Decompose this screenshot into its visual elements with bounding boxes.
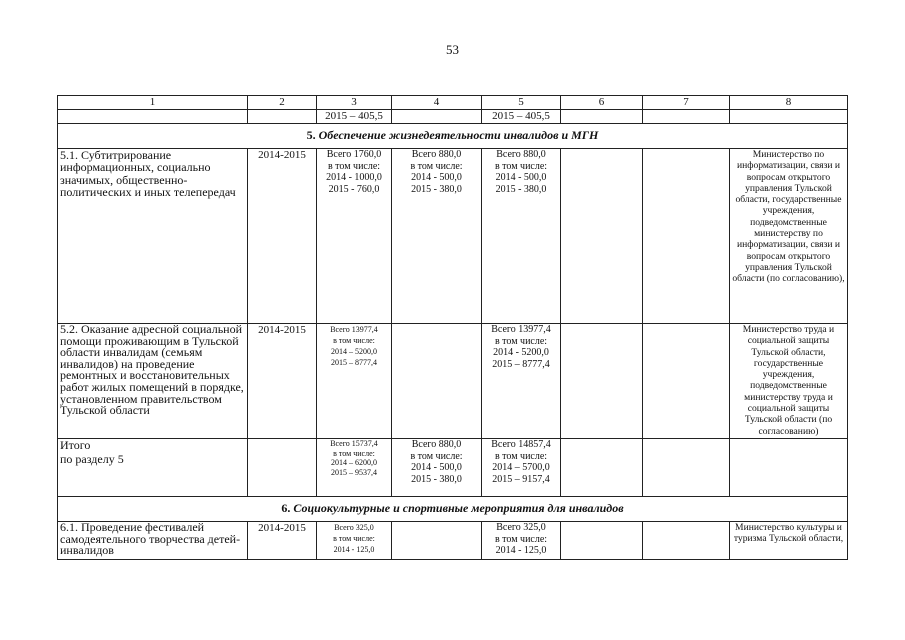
row-6-1-executor: Министерство культуры и туризма Тульской области, bbox=[730, 522, 848, 560]
header-cell: 2 bbox=[248, 96, 317, 110]
carryover-col5: 2015 – 405,5 bbox=[482, 110, 561, 124]
header-cell: 3 bbox=[317, 96, 392, 110]
header-cell: 8 bbox=[730, 96, 848, 110]
row-5-2-period: 2014-2015 bbox=[248, 324, 317, 439]
section-6-row bbox=[58, 497, 848, 522]
page-number: 53 bbox=[446, 42, 459, 57]
total-5-col3: Всего 15737,4 в том числе: 2014 – 6200,0 2015 – 9537,4 bbox=[317, 439, 392, 497]
table-row-5-2 bbox=[58, 324, 848, 439]
section-6-heading: 6. Социокультурные и спортивные мероприятия для инвалидов bbox=[58, 497, 848, 522]
total-5-name: Итого по разделу 5 bbox=[58, 439, 248, 497]
total-5-col5: Всего 14857,4 в том числе: 2014 – 5700,0 2015 – 9157,4 bbox=[482, 439, 561, 497]
row-6-1-col3: Всего 325,0 в том числе: 2014 - 125,0 bbox=[317, 522, 392, 560]
header-row bbox=[58, 96, 848, 110]
table-row-5-1 bbox=[58, 149, 848, 324]
row-5-2-executor: Министерство труда и социальной защиты Тульской области, государственные учреждения, подведомственные министерству труда и социальной защиты Тульской области (по согласованию) bbox=[730, 324, 848, 439]
row-5-1-executor: Министерство по информатизации, связи и вопросам открытого управления Тульской области, государственные учреждения, подведомственные министерству по информатизации, связи и вопросам открытого управления Тульской области (по согласованию), bbox=[730, 149, 848, 324]
header-cell: 4 bbox=[392, 96, 482, 110]
carryover-row bbox=[58, 110, 848, 124]
row-5-1-col3: Всего 1760,0 в том числе: 2014 - 1000,0 2015 - 760,0 bbox=[317, 149, 392, 324]
section-5-heading: 5. Обеспечение жизнедеятельности инвалидов и МГН bbox=[58, 124, 848, 149]
carryover-col3: 2015 – 405,5 bbox=[317, 110, 392, 124]
header-cell: 5 bbox=[482, 96, 561, 110]
row-6-1-name: 6.1. Проведение фестивалей самодеятельного творчества детей-инвалидов bbox=[58, 522, 248, 560]
total-5-col4: Всего 880,0 в том числе: 2014 - 500,0 2015 - 380,0 bbox=[392, 439, 482, 497]
table-row-total-5 bbox=[58, 439, 848, 497]
row-5-1-name: 5.1. Субтитрирование информационных, социально значимых, общественно-политических и иных телепередач bbox=[58, 149, 248, 324]
row-5-1-period: 2014-2015 bbox=[248, 149, 317, 324]
row-5-2-col5: Всего 13977,4 в том числе: 2014 - 5200,0 2015 – 8777,4 bbox=[482, 324, 561, 439]
row-6-1-period: 2014-2015 bbox=[248, 522, 317, 560]
row-5-1-col5: Всего 880,0 в том числе: 2014 - 500,0 2015 - 380,0 bbox=[482, 149, 561, 324]
row-5-2-name: 5.2. Оказание адресной социальной помощи проживающим в Тульской области инвалидам (семьям инвалидов) на проведение ремонтных и восстановительных работ жилых помещений в порядке, установленном правительством Тульской области bbox=[58, 324, 248, 439]
row-5-2-col3: Всего 13977,4 в том числе: 2014 – 5200,0 2015 – 8777,4 bbox=[317, 324, 392, 439]
header-cell: 1 bbox=[58, 96, 248, 110]
header-cell: 7 bbox=[643, 96, 730, 110]
header-cell: 6 bbox=[561, 96, 643, 110]
program-table bbox=[57, 95, 848, 560]
section-5-row bbox=[58, 124, 848, 149]
row-6-1-col5: Всего 325,0 в том числе: 2014 - 125,0 bbox=[482, 522, 561, 560]
row-5-1-col4: Всего 880,0 в том числе: 2014 - 500,0 2015 - 380,0 bbox=[392, 149, 482, 324]
table-row-6-1 bbox=[58, 522, 848, 560]
